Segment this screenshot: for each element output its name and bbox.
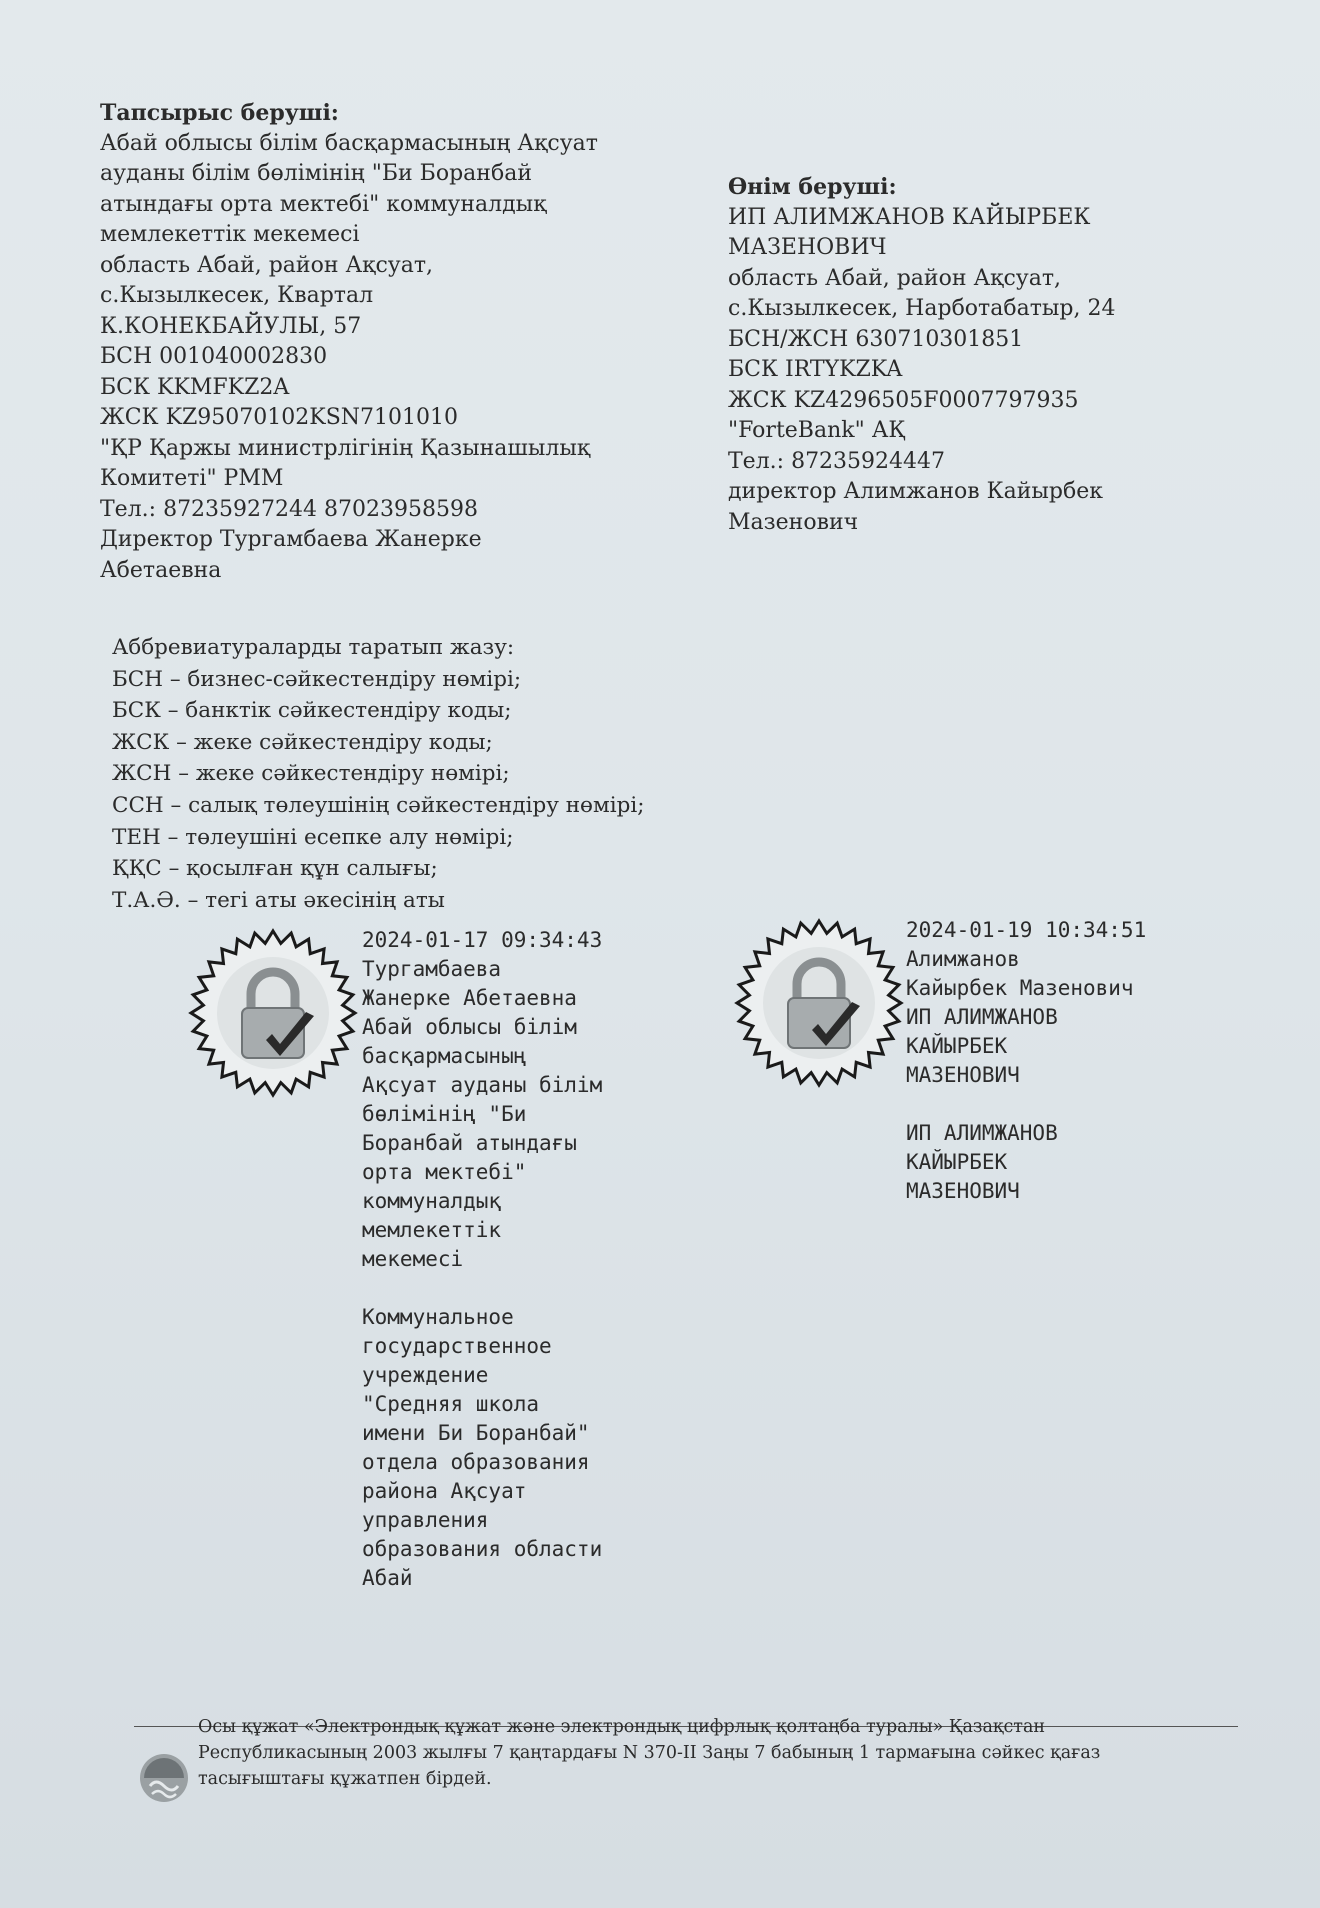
signature-line: Тургамбаева: [362, 957, 502, 981]
customer-details: [100, 98, 598, 586]
signature-line: Коммунальное: [362, 1305, 514, 1329]
signature-line: Абай облысы білім: [362, 1015, 577, 1039]
signature-line: образования области: [362, 1537, 603, 1561]
signature-spacer: [362, 1274, 602, 1303]
supplier-details: [728, 172, 1115, 538]
signature-line: 2024-01-17 09:34:43: [362, 928, 603, 952]
customer-line: область Абай, район Ақсуат,: [100, 252, 434, 278]
customer-signature-stamp: [362, 926, 602, 1593]
signature-line: МАЗЕНОВИЧ: [906, 1063, 1020, 1087]
egov-emblem-icon: [138, 1752, 190, 1804]
abbreviation-item: Т.А.Ә. – тегі аты әкесінің аты: [112, 887, 445, 913]
customer-line: ауданы білім бөлімінің "Би Боранбай: [100, 161, 532, 186]
supplier-signature-stamp: [906, 916, 1146, 1206]
supplier-line: Мазенович: [728, 509, 859, 535]
signature-line: государственное: [362, 1334, 552, 1358]
supplier-line: директор Алимжанов Кайырбек: [728, 479, 1104, 504]
abbreviation-item: ТЕН – төлеушіні есепке алу нөмірі;: [112, 824, 514, 850]
supplier-line: БСН/ЖСН 630710301851: [728, 326, 1024, 352]
signature-line: Боранбай атындағы: [362, 1131, 577, 1155]
customer-line: атындағы орта мектебі" коммуналдық: [100, 191, 547, 217]
signature-line: басқармасының: [362, 1044, 527, 1068]
padlock-checkmark-seal-icon: [188, 928, 358, 1098]
signature-line: Кайырбек Мазенович: [906, 976, 1134, 1000]
signature-line: учреждение: [362, 1363, 489, 1387]
abbreviation-item: ЖСК – жеке сәйкестендіру коды;: [112, 729, 493, 755]
signature-line: орта мектебі": [362, 1160, 527, 1184]
signature-line: 2024-01-19 10:34:51: [906, 918, 1147, 942]
signature-spacer: [906, 1090, 1146, 1119]
abbreviation-item: ЖСН – жеке сәйкестендіру нөмірі;: [112, 761, 510, 787]
signature-line: МАЗЕНОВИЧ: [906, 1179, 1020, 1203]
customer-heading: Тапсырыс беруші:: [100, 100, 339, 126]
customer-line: БСН 001040002830: [100, 344, 328, 369]
customer-line: Комитеті" РММ: [100, 466, 284, 491]
customer-line: К.КОНЕКБАЙУЛЫ, 57: [100, 313, 362, 339]
supplier-line: с.Кызылкесек, Нарботабатыр, 24: [728, 296, 1116, 321]
footer-line: Осы құжат «Электрондық құжат және электрондық цифрлық қолтаңба туралы» Қазақстан: [198, 1717, 1046, 1737]
signature-line: "Средняя школа: [362, 1392, 540, 1416]
customer-line: "ҚР Қаржы министрлігінің Қазынашылық: [100, 435, 591, 461]
supplier-line: "ForteBank" АҚ: [728, 418, 906, 443]
signature-line: ИП АЛИМЖАНОВ: [906, 1121, 1058, 1145]
supplier-line: Тел.: 87235924447: [728, 448, 946, 474]
supplier-heading: Өнім беруші:: [728, 174, 897, 200]
signature-line: КАЙЫРБЕК: [906, 1034, 1008, 1058]
abbreviation-item: БСН – бизнес-сәйкестендіру нөмірі;: [112, 666, 522, 692]
customer-line: мемлекеттік мекемесі: [100, 222, 360, 247]
signature-line: бөлімінің "Би: [362, 1102, 527, 1126]
supplier-line: МАЗЕНОВИЧ: [728, 235, 887, 260]
signature-line: имени Би Боранбай": [362, 1421, 590, 1445]
signature-line: Ақсуат ауданы білім: [362, 1073, 603, 1097]
supplier-line: ЖСК KZ4296505F0007797935: [728, 387, 1079, 413]
abbreviation-item: БСК – банктік сәйкестендіру коды;: [112, 698, 512, 724]
abbreviations-list: [112, 632, 644, 916]
signature-line: Жанерке Абетаевна: [362, 986, 577, 1010]
footer-line: тасығыштағы құжатпен бірдей.: [198, 1769, 492, 1789]
abbreviation-item: ҚҚС – қосылған құн салығы;: [112, 856, 438, 882]
customer-line: Абетаевна: [100, 557, 222, 583]
footer-legal-note: [198, 1714, 1198, 1792]
padlock-checkmark-seal-icon: [734, 918, 904, 1088]
customer-line: БСК KKMFKZ2A: [100, 374, 290, 400]
supplier-line: ИП АЛИМЖАНОВ КАЙЫРБЕК: [728, 204, 1091, 230]
signature-line: мемлекеттік: [362, 1218, 502, 1242]
signature-line: Абай: [362, 1566, 413, 1590]
customer-line: Директор Тургамбаева Жанерке: [100, 527, 482, 552]
signature-line: коммуналдық: [362, 1189, 502, 1213]
footer-line: Республикасының 2003 жылғы 7 қаңтардағы N 370-II Заңы 7 бабының 1 тармағына сәйкес қағаз: [198, 1743, 1101, 1763]
signature-line: отдела образования: [362, 1450, 590, 1474]
customer-line: Абай облысы білім басқармасының Ақсуат: [100, 130, 598, 156]
abbreviations-heading: Аббревиатураларды таратып жазу:: [112, 635, 515, 660]
abbreviation-item: ССН – салық төлеушінің сәйкестендіру нөмірі;: [112, 792, 645, 818]
signature-line: управления: [362, 1508, 489, 1532]
signature-line: района Ақсуат: [362, 1479, 527, 1503]
supplier-line: БСК IRTYKZKA: [728, 357, 903, 382]
customer-line: с.Кызылкесек, Квартал: [100, 283, 374, 308]
signature-line: КАЙЫРБЕК: [906, 1150, 1008, 1174]
signature-line: ИП АЛИМЖАНОВ: [906, 1005, 1058, 1029]
customer-line: ЖСК KZ95070102KSN7101010: [100, 405, 459, 430]
signature-line: Алимжанов: [906, 947, 1020, 971]
signature-line: мекемесі: [362, 1247, 464, 1271]
supplier-line: область Абай, район Ақсуат,: [728, 265, 1062, 291]
customer-line: Тел.: 87235927244 87023958598: [100, 496, 478, 522]
